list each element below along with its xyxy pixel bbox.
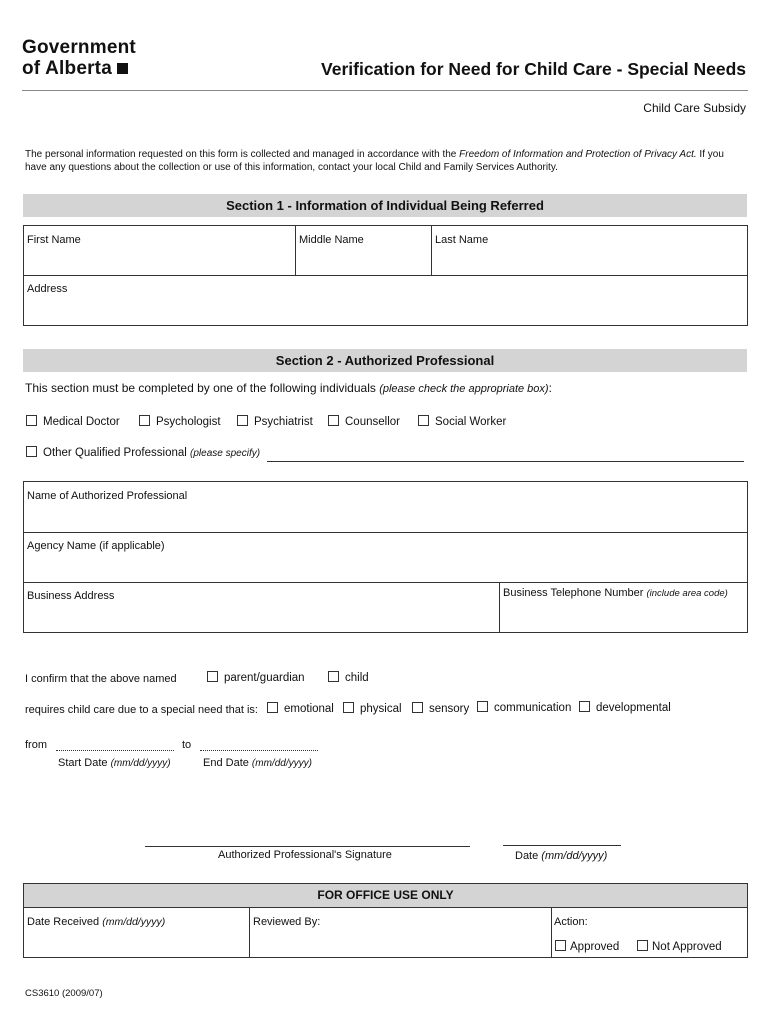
header-divider [22,90,748,91]
checkbox-icon[interactable] [418,415,429,426]
communication-checkbox[interactable]: communication [477,701,571,714]
checkbox-icon[interactable] [139,415,150,426]
end-date-input[interactable] [200,750,318,751]
checkbox-icon[interactable] [237,415,248,426]
logo-line-1: Government [22,37,136,58]
checkbox-icon[interactable] [555,940,566,951]
section-2-instruction: This section must be completed by one of the following individuals (please check the appropriate box): [25,381,552,395]
section-1-heading: Section 1 - Information of Individual Being Referred [23,194,747,217]
divider [551,907,552,957]
divider [295,226,296,275]
divider [431,226,432,275]
office-use-heading: FOR OFFICE USE ONLY [24,884,747,907]
office-use-table [23,883,748,958]
to-label: to [182,739,192,751]
parent-guardian-checkbox[interactable]: parent/guardian [207,671,305,684]
checkbox-icon[interactable] [26,446,37,457]
date-received-field[interactable]: Date Received (mm/dd/yyyy) [27,916,166,928]
psychologist-checkbox[interactable]: Psychologist [139,415,221,428]
divider [24,582,747,583]
form-subtitle: Child Care Subsidy [643,101,746,115]
privacy-notice [25,148,747,174]
checkbox-icon[interactable] [328,671,339,682]
signature-label: Authorized Professional's Signature [218,849,392,861]
middle-name-field[interactable]: Middle Name [299,234,364,246]
medical-doctor-checkbox[interactable]: Medical Doctor [26,415,120,428]
logo-line-2: of Alberta [22,58,112,79]
start-date-input[interactable] [56,750,174,751]
signature-date-line[interactable] [503,845,621,846]
checkbox-icon[interactable] [412,702,423,713]
business-address-field[interactable]: Business Address [27,590,115,602]
professional-info-table [23,481,748,633]
sensory-checkbox[interactable]: sensory [412,702,469,715]
checkbox-icon[interactable] [207,671,218,682]
counsellor-checkbox[interactable]: Counsellor [328,415,400,428]
confirm-text: I confirm that the above named [25,673,177,685]
section-1-table [23,225,748,326]
government-of-alberta-logo [22,37,136,79]
from-label: from [25,739,47,751]
approved-checkbox[interactable]: Approved [555,940,619,953]
checkbox-icon[interactable] [637,940,648,951]
checkbox-icon[interactable] [267,702,278,713]
checkbox-icon[interactable] [477,701,488,712]
other-professional-checkbox[interactable]: Other Qualified Professional (please specify) [26,446,260,459]
end-date-label: End Date (mm/dd/yyyy) [203,757,312,769]
not-approved-checkbox[interactable]: Not Approved [637,940,722,953]
reviewed-by-field[interactable]: Reviewed By: [253,916,321,928]
section-2-heading: Section 2 - Authorized Professional [23,349,747,372]
divider [249,907,250,957]
checkbox-icon[interactable] [328,415,339,426]
start-date-label: Start Date (mm/dd/yyyy) [58,757,171,769]
privacy-text-1: The personal information requested on this form is collected and managed in accordance with the [25,149,460,160]
checkbox-icon[interactable] [26,415,37,426]
agency-name-field[interactable]: Agency Name (if applicable) [27,540,165,552]
signature-date-label: Date (mm/dd/yyyy) [515,850,608,862]
last-name-field[interactable]: Last Name [435,234,489,246]
emotional-checkbox[interactable]: emotional [267,702,334,715]
developmental-checkbox[interactable]: developmental [579,701,671,714]
checkbox-icon[interactable] [579,701,590,712]
privacy-text-2: If you have any questions about the collection or use of this information, contact your local Child and Family Services Authority. [25,149,724,173]
other-professional-specify-line[interactable] [267,461,744,462]
psychiatrist-checkbox[interactable]: Psychiatrist [237,415,313,428]
physical-checkbox[interactable]: physical [343,702,402,715]
divider [24,907,747,908]
social-worker-checkbox[interactable]: Social Worker [418,415,506,428]
action-label: Action: [554,916,588,928]
first-name-field[interactable]: First Name [27,234,81,246]
special-need-text: requires child care due to a special need that is: [25,704,258,716]
form-title: Verification for Need for Child Care - Special Needs [321,59,746,79]
business-phone-field[interactable]: Business Telephone Number (include area code) [503,587,728,599]
divider [24,532,747,533]
privacy-act-name: Freedom of Information and Protection of Privacy Act. [459,149,697,160]
signature-line[interactable] [145,846,470,847]
professional-name-field[interactable]: Name of Authorized Professional [27,490,188,502]
divider [499,582,500,632]
divider [24,275,747,276]
checkbox-icon[interactable] [343,702,354,713]
address-field[interactable]: Address [27,283,68,295]
logo-square-icon [117,63,128,74]
form-id: CS3610 (2009/07) [25,988,103,999]
child-checkbox[interactable]: child [328,671,369,684]
